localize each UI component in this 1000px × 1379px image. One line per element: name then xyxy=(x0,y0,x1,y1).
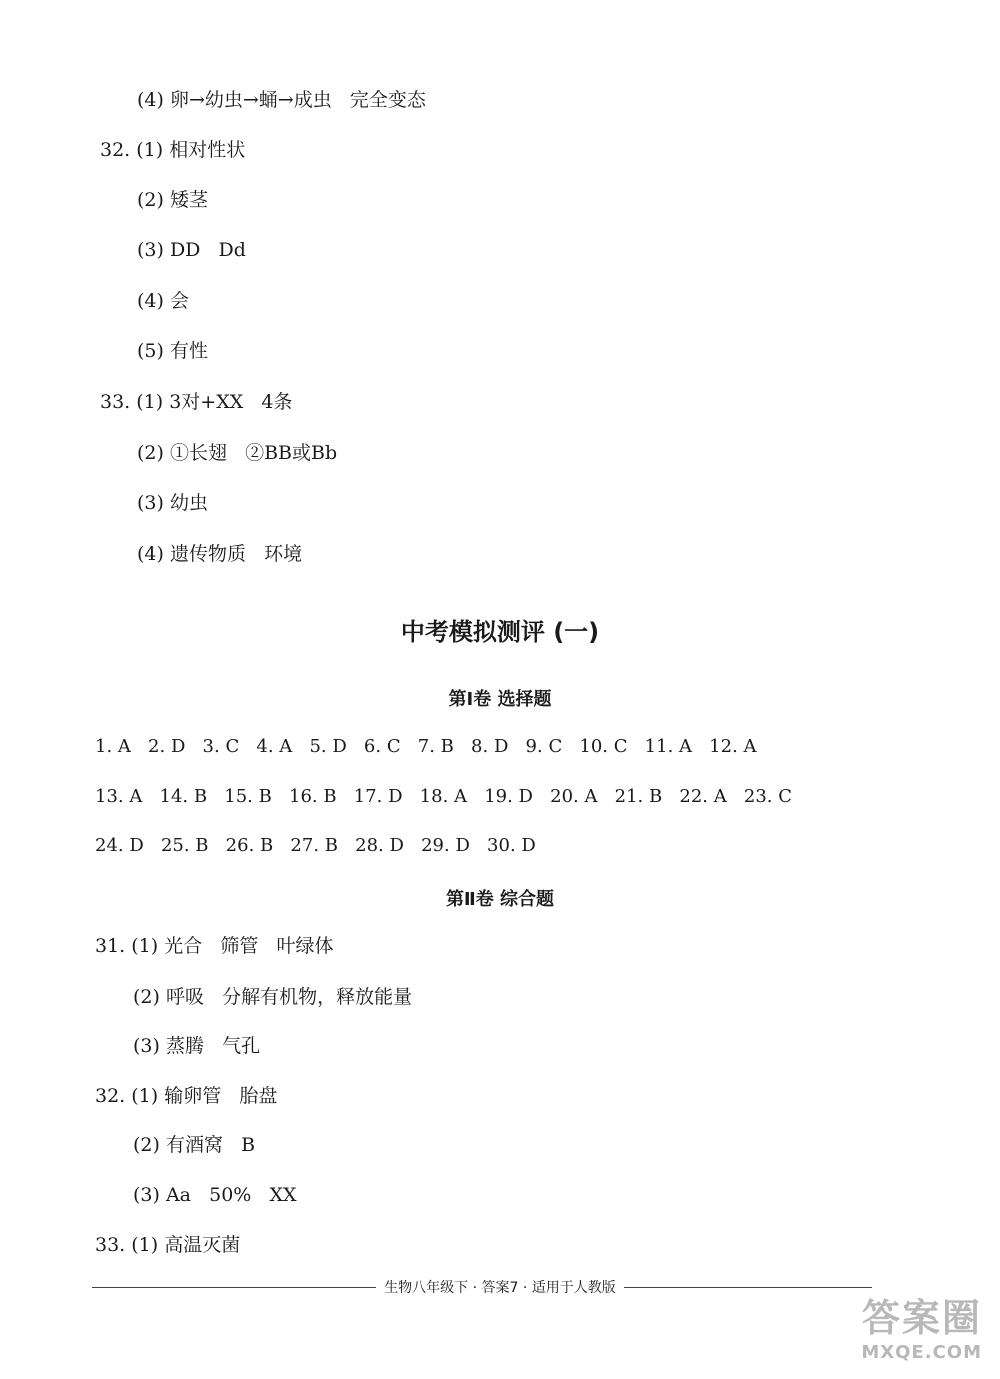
watermark xyxy=(861,1287,982,1363)
answer-q32-3: (3) DD Dd xyxy=(137,239,246,261)
exam-q31-2: (2) 呼吸 分解有机物，释放能量 xyxy=(133,986,413,1008)
choice-row-3: 24. D 25. B 26. B 27. B 28. D 29. D 30. D xyxy=(95,835,536,856)
exam-q31-1: 31. (1) 光合 筛管 叶绿体 xyxy=(95,935,334,957)
choice-row-2: 13. A 14. B 15. B 16. B 17. D 18. A 19. D 20. A 21. B 22. A 23. C xyxy=(95,786,793,807)
exam-q32-1: 32. (1) 输卵管 胎盘 xyxy=(95,1085,278,1107)
part2-title: 第Ⅱ卷 综合题 xyxy=(445,889,555,910)
answer-q33-2: (2) ①长翅 ②BB或Bb xyxy=(137,442,338,464)
exam-q31-3: (3) 蒸腾 气孔 xyxy=(133,1035,261,1057)
answer-q32-4: (4) 会 xyxy=(137,290,189,312)
answer-q32-1: 32. (1) 相对性状 xyxy=(100,139,246,161)
part1-title: 第Ⅰ卷 选择题 xyxy=(448,689,552,710)
answer-q33-3: (3) 幼虫 xyxy=(137,492,208,514)
watermark-url: MXQE.COM xyxy=(861,1342,982,1363)
exam-title: 中考模拟测评 (一) xyxy=(400,618,600,646)
choice-row-1: 1. A 2. D 3. C 4. A 5. D 6. C 7. B 8. D 9. C 10. C 11. A 12. A xyxy=(95,736,757,757)
page-footer xyxy=(0,1277,1000,1297)
answer-q33-1: 33. (1) 3对+XX 4条 xyxy=(100,391,293,413)
watermark-logo: 答案圈 xyxy=(861,1296,982,1340)
exam-q32-2: (2) 有酒窝 B xyxy=(133,1134,256,1156)
exam-q32-3: (3) Aa 50% XX xyxy=(133,1184,297,1206)
answer-q32-5: (5) 有性 xyxy=(137,340,208,362)
answer-q32-2: (2) 矮茎 xyxy=(137,189,208,211)
footer-label: 生物八年级下 · 答案7 · 适用于人教版 xyxy=(376,1280,624,1296)
exam-q33-1: 33. (1) 高温灭菌 xyxy=(95,1234,241,1256)
answer-q33-4: (4) 遗传物质 环境 xyxy=(137,543,303,565)
answer-q31-4: (4) 卵→幼虫→蛹→成虫 完全变态 xyxy=(137,89,426,111)
